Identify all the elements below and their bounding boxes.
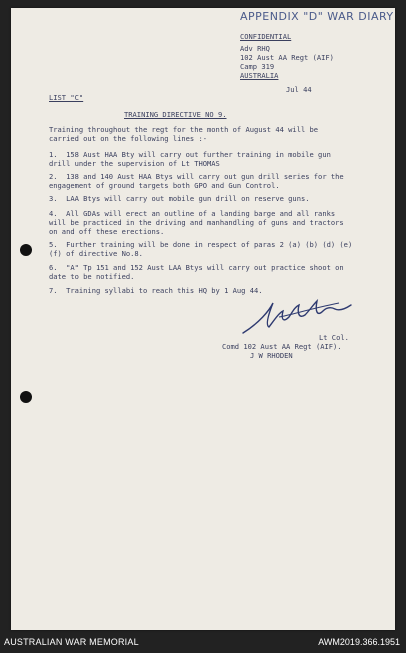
command-line: Comd 102 Aust AA Regt (AIF).: [222, 342, 342, 351]
classification: CONFIDENTIAL: [240, 32, 292, 41]
directive-title: TRAINING DIRECTIVE NO 9.: [124, 110, 227, 119]
paragraph-6: 6. "A" Tp 151 and 152 Aust LAA Btys will carry out practice shoot on date to be notified.: [49, 263, 344, 281]
paragraph-5: 5. Further training will be done in respect of paras 2 (a) (b) (d) (e) (f) of directive No.8.: [49, 240, 353, 258]
paragraph-4: 4. All GDAs will erect an outline of a landing barge and all ranks will be practiced in the driving and manhandling of guns and tractors on and off these erections.: [49, 209, 344, 236]
list-label: LIST "C": [49, 93, 84, 102]
punch-hole: [20, 244, 32, 256]
paragraph-1: 1. 158 Aust HAA Bty will carry out further training in mobile gun drill under the supervision of Lt THOMAS: [49, 150, 331, 168]
header-line-1: Adv RHQ: [240, 44, 270, 53]
rank: Lt Col.: [319, 333, 349, 342]
footer-credit: AUSTRALIAN WAR MEMORIAL: [4, 637, 139, 647]
paragraph-7: 7. Training syllabi to reach this HQ by 1 Aug 44.: [49, 286, 263, 295]
header-line-4: AUSTRALIA: [240, 71, 279, 80]
footer-accession: AWM2019.366.1951: [318, 637, 400, 647]
signature: [239, 297, 357, 337]
header-line-2: 102 Aust AA Regt (AIF): [240, 53, 334, 62]
header-line-3: Camp 319: [240, 62, 275, 71]
punch-hole: [20, 391, 32, 403]
paragraph-2: 2. 138 and 140 Aust HAA Btys will carry out gun drill series for the engagement of ground targets both GPO and Gun Control.: [49, 172, 344, 190]
officer-name: J W RHODEN: [250, 351, 293, 360]
intro-text: Training throughout the regt for the month of August 44 will be carried out on the following lines :-: [49, 125, 319, 143]
document-page: [11, 8, 395, 630]
handwritten-note: APPENDIX "D" WAR DIARY: [240, 10, 394, 23]
paragraph-3: 3. LAA Btys will carry out mobile gun drill on reserve guns.: [49, 194, 310, 203]
date: Jul 44: [286, 85, 312, 94]
